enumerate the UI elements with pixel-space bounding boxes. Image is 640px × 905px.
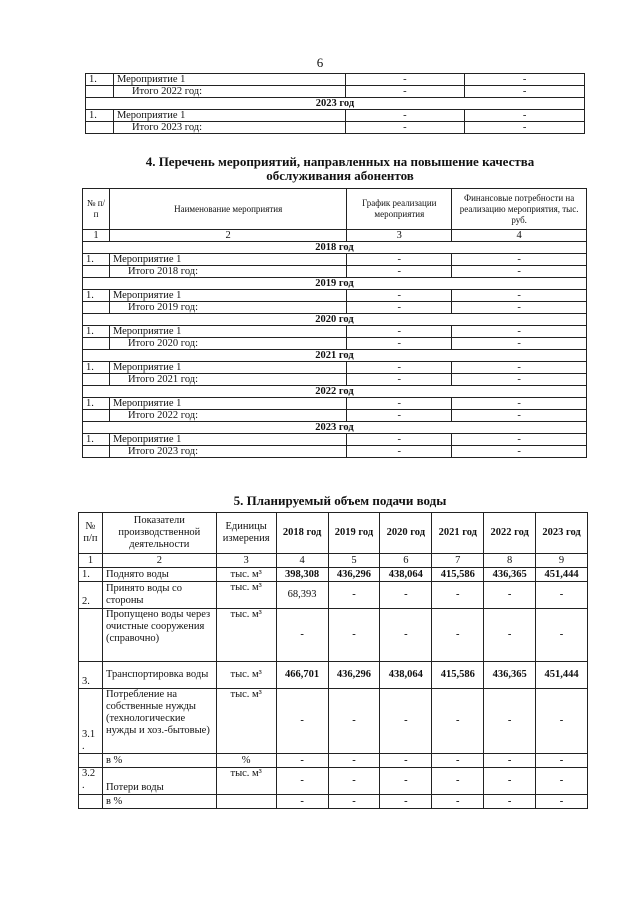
schedule-cell: - xyxy=(347,254,452,266)
table-row xyxy=(83,290,587,302)
value-cell: - xyxy=(484,795,536,809)
value-cell: - xyxy=(380,582,432,609)
header-year: 2023 год xyxy=(536,513,588,554)
value-cell: - xyxy=(484,768,536,795)
value-cell: - xyxy=(380,795,432,809)
activity-name: Мероприятие 1 xyxy=(109,254,346,266)
value-cell: - xyxy=(484,582,536,609)
indicator-name: Потребление на собственные нужды (технологические нужды и хоз.-бытовые) xyxy=(102,689,216,754)
table-row xyxy=(79,795,588,809)
value-cell: - xyxy=(484,689,536,754)
row-number: 3.2 . xyxy=(79,768,103,795)
value-cell: - xyxy=(536,609,588,662)
value-cell: 451,444 xyxy=(536,568,588,582)
col-number: 3 xyxy=(347,230,452,242)
finance-cell: - xyxy=(452,398,587,410)
page-number: 6 xyxy=(316,55,324,70)
finance-cell: - xyxy=(452,362,587,374)
value-cell: 415,586 xyxy=(432,662,484,689)
value-cell: - xyxy=(536,582,588,609)
header-year: 2022 год xyxy=(484,513,536,554)
continuation-table xyxy=(85,73,585,134)
value-cell: - xyxy=(432,689,484,754)
activity-name: Мероприятие 1 xyxy=(113,74,345,86)
total-label: Итого 2022 год: xyxy=(113,86,345,98)
header-finance: Финансовые потребности на реализацию мероприятия, тыс. руб. xyxy=(452,189,587,230)
schedule-cell: - xyxy=(347,446,452,458)
value-cell: 436,296 xyxy=(328,568,380,582)
value-cell: - xyxy=(536,689,588,754)
header-row xyxy=(83,189,587,230)
indicator-name: Поднято воды xyxy=(102,568,216,582)
column-number-row xyxy=(79,554,588,568)
total-label: Итого 2022 год: xyxy=(109,410,346,422)
col-number: 2 xyxy=(109,230,346,242)
row-number: 3. xyxy=(79,662,103,689)
value-cell: - xyxy=(380,768,432,795)
finance-cell: - xyxy=(465,86,585,98)
finance-cell: - xyxy=(452,338,587,350)
value-cell: - xyxy=(328,754,380,768)
value-cell: - xyxy=(432,582,484,609)
header-row xyxy=(79,513,588,554)
table-row xyxy=(83,398,587,410)
year-heading: 2018 год xyxy=(83,242,587,254)
section-5-title: 5. Планируемый объем подачи воды xyxy=(233,493,447,508)
col-number: 3 xyxy=(216,554,276,568)
header-year: 2020 год xyxy=(380,513,432,554)
activity-name: Мероприятие 1 xyxy=(109,290,346,302)
value-cell: - xyxy=(328,795,380,809)
total-label: Итого 2019 год: xyxy=(109,302,346,314)
value-cell: - xyxy=(328,609,380,662)
row-number: 3.1 . xyxy=(79,689,103,754)
unit-cell: тыс. м³ xyxy=(216,609,276,662)
finance-cell: - xyxy=(452,434,587,446)
table-row xyxy=(79,582,588,609)
finance-cell: - xyxy=(452,290,587,302)
table-row xyxy=(79,754,588,768)
schedule-cell: - xyxy=(345,110,465,122)
value-cell: - xyxy=(484,754,536,768)
year-row xyxy=(83,422,587,434)
row-number: 1. xyxy=(83,326,110,338)
value-cell: - xyxy=(380,689,432,754)
unit-cell: тыс. м³ xyxy=(216,768,276,795)
row-number: 1. xyxy=(83,398,110,410)
year-row xyxy=(83,278,587,290)
header-activity: Наименование мероприятия xyxy=(109,189,346,230)
value-cell: - xyxy=(536,754,588,768)
table-row xyxy=(83,362,587,374)
year-heading: 2019 год xyxy=(83,278,587,290)
value-cell: 398,308 xyxy=(276,568,328,582)
table-row xyxy=(83,410,587,422)
value-cell: - xyxy=(328,689,380,754)
indicator-name: Принято воды со стороны xyxy=(102,582,216,609)
value-cell: 436,296 xyxy=(328,662,380,689)
header-schedule: График реализации мероприятия xyxy=(347,189,452,230)
column-number-row xyxy=(83,230,587,242)
unit-cell: тыс. м³ xyxy=(216,582,276,609)
year-heading: 2022 год xyxy=(83,386,587,398)
value-cell: 438,064 xyxy=(380,568,432,582)
value-cell: - xyxy=(328,768,380,795)
table-row xyxy=(86,86,585,98)
value-cell: 436,365 xyxy=(484,662,536,689)
header-indicator: Показатели производственной деятельности xyxy=(102,513,216,554)
total-label: Итого 2018 год: xyxy=(109,266,346,278)
row-number: 1. xyxy=(86,110,114,122)
unit-cell: тыс. м³ xyxy=(216,689,276,754)
total-label: Итого 2020 год: xyxy=(109,338,346,350)
col-number: 1 xyxy=(79,554,103,568)
indicator-name: Транспортировка воды xyxy=(102,662,216,689)
row-number xyxy=(86,122,114,134)
activity-name: Мероприятие 1 xyxy=(109,434,346,446)
row-number: 2. xyxy=(79,582,103,609)
schedule-cell: - xyxy=(345,86,465,98)
value-cell: - xyxy=(276,768,328,795)
table-row xyxy=(83,266,587,278)
indicator-name: в % xyxy=(102,795,216,809)
year-heading: 2021 год xyxy=(83,350,587,362)
schedule-cell: - xyxy=(347,362,452,374)
value-cell: - xyxy=(536,795,588,809)
table-row xyxy=(86,74,585,86)
value-cell: - xyxy=(328,582,380,609)
table-row xyxy=(83,374,587,386)
value-cell: - xyxy=(432,795,484,809)
col-number: 4 xyxy=(276,554,328,568)
value-cell: 438,064 xyxy=(380,662,432,689)
value-cell: - xyxy=(276,609,328,662)
table-row xyxy=(83,254,587,266)
schedule-cell: - xyxy=(347,338,452,350)
water-supply-table xyxy=(78,512,588,809)
schedule-cell: - xyxy=(347,398,452,410)
value-cell: - xyxy=(380,609,432,662)
row-number: 1. xyxy=(83,362,110,374)
total-label: Итого 2023 год: xyxy=(113,122,345,134)
header-unit: Единицы измерения xyxy=(216,513,276,554)
finance-cell: - xyxy=(465,74,585,86)
table-row xyxy=(83,326,587,338)
value-cell: 451,444 xyxy=(536,662,588,689)
header-year: 2019 год xyxy=(328,513,380,554)
schedule-cell: - xyxy=(347,290,452,302)
total-label: Итого 2023 год: xyxy=(109,446,346,458)
unit-cell: % xyxy=(216,754,276,768)
finance-cell: - xyxy=(452,266,587,278)
finance-cell: - xyxy=(465,110,585,122)
year-heading: 2023 год xyxy=(83,422,587,434)
schedule-cell: - xyxy=(347,302,452,314)
value-cell: - xyxy=(276,754,328,768)
year-row xyxy=(83,314,587,326)
header-number: № п/п xyxy=(83,189,110,230)
finance-cell: - xyxy=(452,410,587,422)
total-label: Итого 2021 год: xyxy=(109,374,346,386)
indicator-name: Потери воды xyxy=(102,768,216,795)
schedule-cell: - xyxy=(347,374,452,386)
finance-cell: - xyxy=(465,122,585,134)
col-number: 6 xyxy=(380,554,432,568)
year-row xyxy=(86,98,585,110)
value-cell: - xyxy=(380,754,432,768)
col-number: 9 xyxy=(536,554,588,568)
table-row xyxy=(83,338,587,350)
section-4-title: 4. Перечень мероприятий, направленных на повышение качества обслуживания абонентов xyxy=(145,154,535,183)
activities-table xyxy=(82,188,587,458)
value-cell: - xyxy=(484,609,536,662)
activity-name: Мероприятие 1 xyxy=(109,362,346,374)
table-row xyxy=(83,302,587,314)
unit-cell: тыс. м³ xyxy=(216,568,276,582)
table-row xyxy=(79,768,588,795)
value-cell: - xyxy=(536,768,588,795)
activity-name: Мероприятие 1 xyxy=(109,398,346,410)
indicator-name: в % xyxy=(102,754,216,768)
value-cell: - xyxy=(432,609,484,662)
row-number: 1. xyxy=(83,434,110,446)
col-number: 5 xyxy=(328,554,380,568)
row-number xyxy=(86,86,114,98)
value-cell: 466,701 xyxy=(276,662,328,689)
finance-cell: - xyxy=(452,254,587,266)
header-year: 2018 год xyxy=(276,513,328,554)
header-number: № п/п xyxy=(79,513,103,554)
header-year: 2021 год xyxy=(432,513,484,554)
value-cell: 415,586 xyxy=(432,568,484,582)
table-row xyxy=(83,446,587,458)
schedule-cell: - xyxy=(347,266,452,278)
col-number: 1 xyxy=(83,230,110,242)
indicator-name: Пропущено воды через очистные сооружения (справочно) xyxy=(102,609,216,662)
col-number: 2 xyxy=(102,554,216,568)
table-row xyxy=(86,122,585,134)
table-row xyxy=(79,689,588,754)
unit-cell xyxy=(216,795,276,809)
finance-cell: - xyxy=(452,302,587,314)
row-number: 1. xyxy=(86,74,114,86)
finance-cell: - xyxy=(452,374,587,386)
year-heading: 2023 год xyxy=(86,98,585,110)
row-number: 1. xyxy=(79,568,103,582)
col-number: 7 xyxy=(432,554,484,568)
value-cell: 436,365 xyxy=(484,568,536,582)
table-row xyxy=(83,434,587,446)
value-cell: - xyxy=(276,795,328,809)
schedule-cell: - xyxy=(347,434,452,446)
col-number: 8 xyxy=(484,554,536,568)
col-number: 4 xyxy=(452,230,587,242)
year-row xyxy=(83,350,587,362)
unit-cell: тыс. м³ xyxy=(216,662,276,689)
year-row xyxy=(83,386,587,398)
finance-cell: - xyxy=(452,446,587,458)
row-number: 1. xyxy=(83,290,110,302)
schedule-cell: - xyxy=(345,74,465,86)
table-row xyxy=(86,110,585,122)
value-cell: - xyxy=(276,689,328,754)
table-row xyxy=(79,568,588,582)
schedule-cell: - xyxy=(347,410,452,422)
finance-cell: - xyxy=(452,326,587,338)
table-row xyxy=(79,609,588,662)
year-row xyxy=(83,242,587,254)
table-row xyxy=(79,662,588,689)
year-heading: 2020 год xyxy=(83,314,587,326)
value-cell: - xyxy=(432,768,484,795)
row-number: 1. xyxy=(83,254,110,266)
schedule-cell: - xyxy=(347,326,452,338)
activity-name: Мероприятие 1 xyxy=(109,326,346,338)
value-cell: 68,393 xyxy=(276,582,328,609)
value-cell: - xyxy=(432,754,484,768)
activity-name: Мероприятие 1 xyxy=(113,110,345,122)
schedule-cell: - xyxy=(345,122,465,134)
